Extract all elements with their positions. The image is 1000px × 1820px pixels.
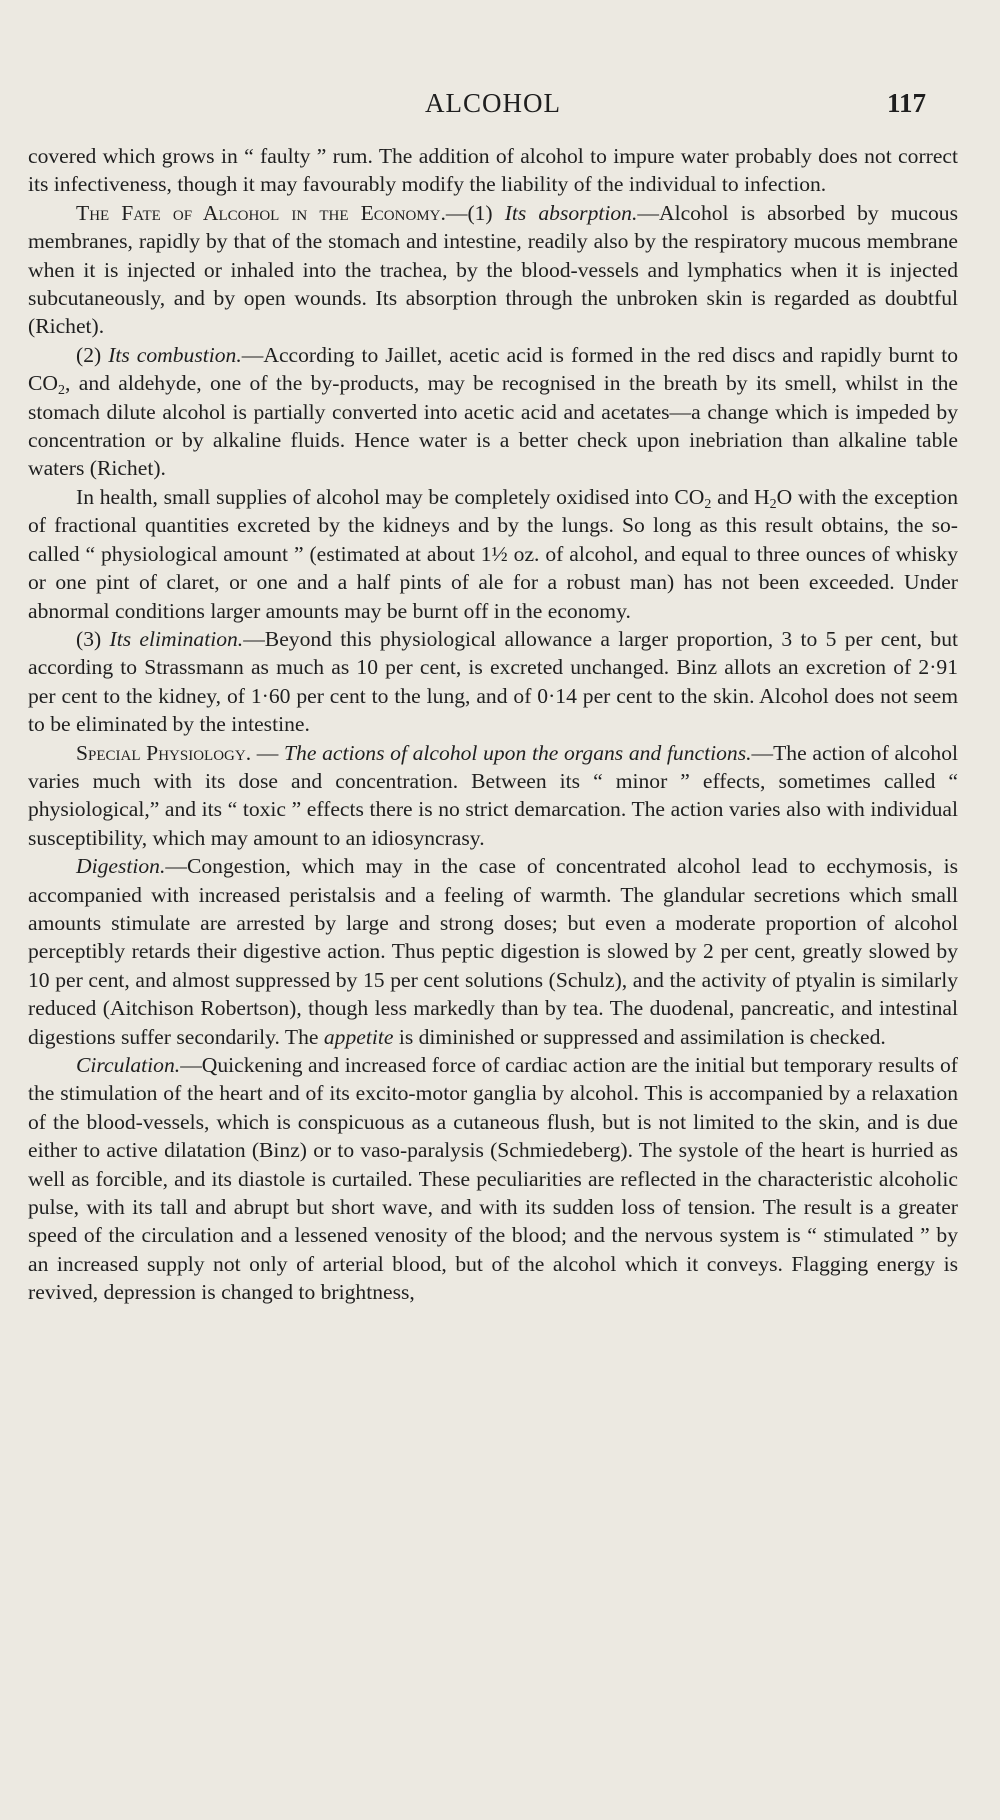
running-title: ALCOHOL [425, 88, 561, 118]
paragraph-circulation: Circulation.—Quickening and increased force of cardiac action are the initial but temporary results of the stimulation of the heart and of its excito-motor ganglia by alcohol. This is accompanied by a relaxation of the blood-vessels, which is conspicuous as a cutaneous flush, but is not limited to the skin, and is due either to active dilatation (Binz) or to vaso-paralysis (Schmiedeberg). The systole of the heart is hurried as well as forcible, and its diastole is curtailed. These peculiarities are reflected in the characteristic alcoholic pulse, with its tall and abrupt but short wave, and with its sudden loss of tension. The result is a greater speed of the circulation and a lessened venosity of the blood; and the nervous system is “ stimulated ” by an increased supply not only of arterial blood, but of the alcohol which it conveys. Flagging energy is revived, depression is changed to brightness, [28, 1053, 958, 1305]
body-text [28, 142, 958, 1307]
subheading-elimination: Its elimination. [109, 626, 244, 651]
paragraph-combustion: (2) Its combustion.—According to Jaillet, acetic acid is formed in the red discs and rapidly burnt to $CO_2$, and aldehyde, one of the by-products, may be recognised in the breath by its smell, whilst in the stomach dilute alcohol is partially converted into acetic acid and acetates—a change which is impeded by concentration or by alkaline fluids. Hence water is a better check upon inebriation than alkaline table waters (Richet). [28, 342, 958, 481]
page-number: 117 [886, 88, 926, 118]
section-heading-special-physiology: Special Physiology. [76, 740, 252, 765]
section-heading-fate: The Fate of Alcohol in the Economy. [76, 200, 446, 225]
paragraph-special-physiology: Special Physiology. — The actions of alcohol upon the organs and functions.—The action of alcohol varies much with its dose and concentration. Between its “ minor ” effects, sometimes called “ physiological,” and its “ toxic ” effects there is no strict demarcation. The action varies also with individual susceptibility, which may amount to an idiosyncrasy. [28, 740, 959, 850]
paragraph-continuation: covered which grows in “ faulty ” rum. The addition of alcohol to impure water probably does not correct its infectiveness, though it may favourably modify the liability of the individual to infection. [28, 144, 958, 197]
paragraph-elimination: (3) Its elimination.—Beyond this physiological allowance a larger proportion, 3 to 5 per cent, but according to Strassmann as much as 10 per cent, is excreted unchanged. Binz allots an excretion of 2·91 per cent to the kidney, of 1·60 per cent to the lung, and of 0·14 per cent to the skin. Alcohol does not seem to be eliminated by the intestine. [28, 626, 958, 737]
subheading-digestion: Digestion. [76, 854, 166, 879]
subheading-circulation: Circulation. [76, 1053, 181, 1077]
paragraph-oxidation: In health, small supplies of alcohol may be completely oxidised into $CO_2$ and $H_2O$ with the exception of fractional quantities excreted by the kidneys and by the lungs. So long as this result obtains, the so-called “ physiological amount ” (estimated at about 1½ oz. of alcohol, and equal to three ounces of whisky or one pint of claret, or one and a half pints of ale for a robust man) has not been exceeded. Under abnormal conditions larger amounts may be burnt off in the economy. [28, 484, 959, 623]
paragraph-digestion: Digestion.—Congestion, which may in the case of concentrated alcohol lead to ecchymosis, is accompanied with increased peristalsis and a feeling of warmth. The glandular secretions which small amounts stimulate are arrested by large and strong doses; but even a moderate proportion of alcohol perceptibly retards their digestive action. Thus peptic digestion is slowed by 2 per cent, greatly slowed by 10 per cent, and almost suppressed by 15 per cent solutions (Schulz), and the activity of ptyalin is similarly reduced (Aitchison Robertson), though less markedly than by tea. The duodenal, pancreatic, and intestinal digestions suffer secondarily. The appetite is diminished or suppressed and assimilation is checked. [28, 854, 958, 1049]
paragraph-fate-absorption: The Fate of Alcohol in the Economy.—(1) Its absorption.—Alcohol is absorbed by mucous membranes, rapidly by that of the stomach and intestine, readily also by the respiratory mucous membrane when it is injected or inhaled into the trachea, by the blood-vessels and lymphatics when it is injected subcutaneously, and by open wounds. Its absorption through the unbroken skin is regarded as doubtful (Richet). [28, 200, 958, 339]
running-head [28, 88, 958, 128]
subheading-combustion: Its combustion. [108, 342, 242, 367]
subheading-absorption: Its absorption. [504, 200, 638, 225]
term-appetite: appetite [323, 1024, 394, 1049]
subheading-actions: The actions of alcohol upon the organs and functions. [284, 740, 752, 765]
